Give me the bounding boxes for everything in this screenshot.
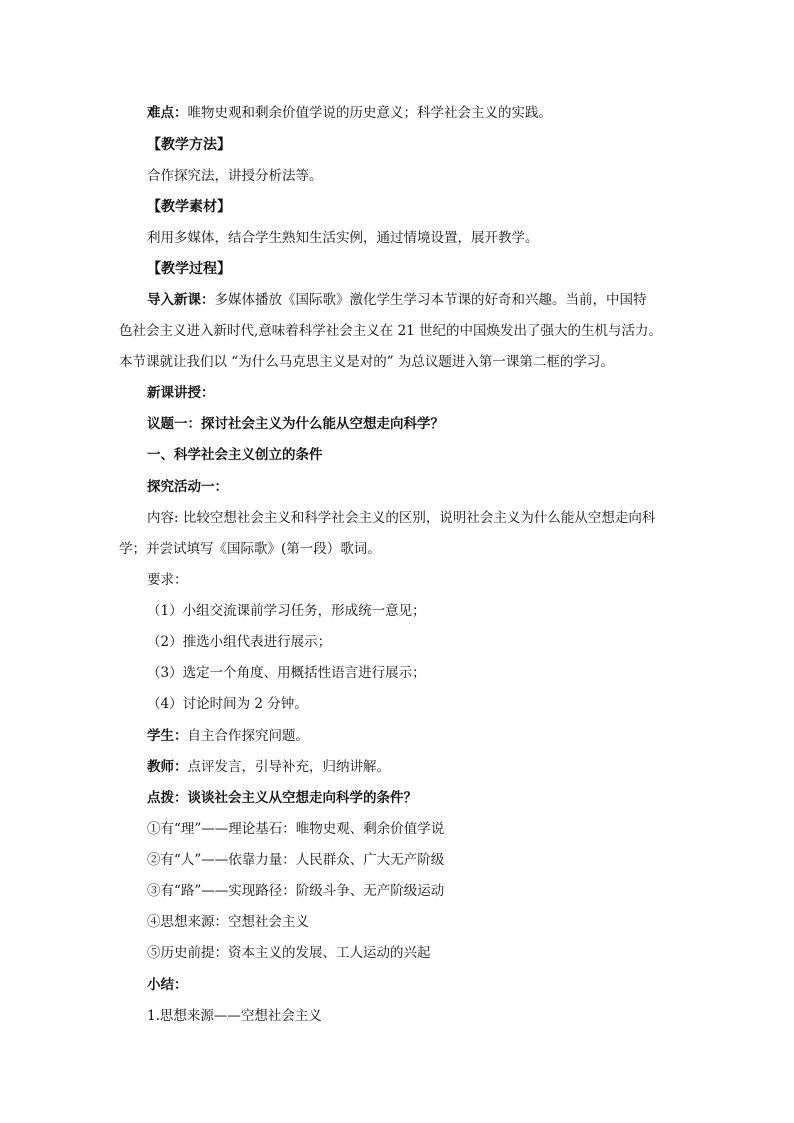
materials-text: 利用多媒体，结合学生熟知生活实例，通过情境设置，展开教学。	[147, 230, 539, 246]
pointer-question: 点拨：谈谈社会主义从空想走向科学的条件？	[147, 790, 417, 806]
difficulty-text: 唯物史观和剩余价值学说的历史意义；科学社会主义的实践。	[187, 105, 552, 121]
teacher-label: 教师：	[147, 759, 188, 775]
student-label: 学生：	[147, 728, 188, 744]
condition-item: ④思想来源：空想社会主义	[147, 914, 309, 930]
difficulty-label: 难点：	[147, 105, 188, 121]
activity-content-line-1: 内容: 比较空想社会主义和科学社会主义的区别，说明社会主义为什么能从空想走向科	[147, 510, 656, 526]
difficulty-line	[147, 103, 687, 123]
methods-heading: 【教学方法】	[147, 137, 231, 153]
summary-label: 小结：	[147, 977, 188, 993]
activity-one-label: 探究活动一：	[147, 479, 228, 495]
new-lesson-label: 新课讲授：	[147, 385, 215, 401]
teacher-text: 点评发言，引导补充，归纳讲解。	[187, 759, 390, 775]
requirement-item: （4）讨论时间为 2 分钟。	[147, 696, 308, 712]
process-heading: 【教学过程】	[147, 261, 231, 277]
methods-text: 合作探究法，讲授分析法等。	[147, 168, 323, 184]
condition-item: ⑤历史前提：资本主义的发展、工人运动的兴起	[147, 945, 431, 961]
condition-item: ①有“理”——理论基石：唯物史观、剩余价值学说	[147, 821, 445, 837]
condition-item: ②有“人”——依靠力量：人民群众、广大无产阶级	[147, 852, 445, 868]
requirement-item: （3）选定一个角度、用概括性语言进行展示；	[147, 665, 426, 681]
topic-one: 议题一：探讨社会主义为什么能从空想走向科学？	[147, 416, 444, 432]
requirement-item: （2）推选小组代表进行展示；	[147, 634, 332, 650]
intro-text-1: 多媒体播放《国际歌》激化学生学习本节课的好奇和兴趣。当前，中国特	[214, 292, 647, 308]
requirements-label: 要求：	[147, 572, 188, 588]
intro-line-3: 本节课就让我们以 “为什么马克思主义是对的” 为总议题进入第一课第二框的学习。	[119, 354, 614, 370]
student-text: 自主合作探究问题。	[187, 728, 309, 744]
intro-line-1	[147, 290, 687, 310]
activity-content-line-2: 学；并尝试填写《国际歌》(第一段）歌词。	[119, 541, 381, 557]
materials-heading: 【教学素材】	[147, 199, 231, 215]
intro-label: 导入新课：	[147, 292, 215, 308]
teacher-line	[147, 757, 687, 777]
summary-item: 1.思想来源——空想社会主义	[147, 1008, 322, 1024]
requirement-item: （1）小组交流课前学习任务，形成统一意见；	[147, 603, 426, 619]
section-one-title: 一、科学社会主义创立的条件	[147, 447, 323, 463]
condition-item: ③有“路”——实现路径：阶级斗争、无产阶级运动	[147, 883, 445, 899]
intro-line-2: 色社会主义进入新时代,意味着科学社会主义在 21 世纪的中国焕发出了强大的生机与活力。	[119, 323, 663, 339]
student-line	[147, 726, 687, 746]
